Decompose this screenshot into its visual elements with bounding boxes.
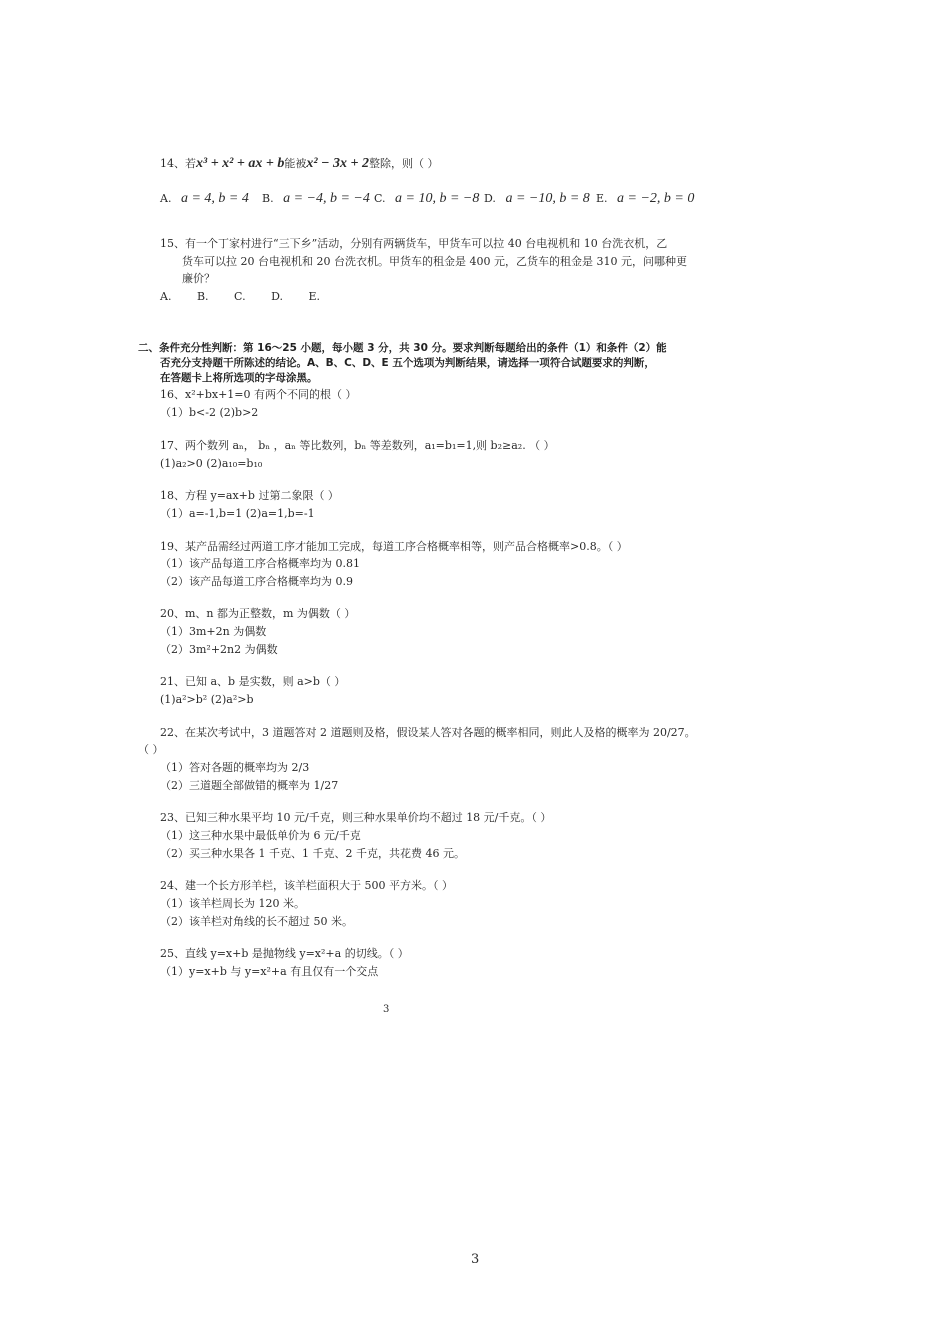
- q14-option-a: [160, 191, 249, 207]
- q14-option-b-letter: B.: [262, 192, 274, 205]
- q17-conditions: (1)a₂>0 (2)a₁₀=b₁₀: [160, 457, 263, 470]
- q24-condition-1: （1）该羊栏周长为 120 米。: [160, 897, 305, 910]
- q14-poly1: x³ + x² + ax + b: [196, 156, 285, 171]
- q15-option-c: C.: [234, 290, 246, 303]
- q14-option-b-expr: a = −4, b = −4: [283, 191, 370, 206]
- q20-condition-2: （2）3m²+2n2 为偶数: [160, 643, 278, 656]
- q20-stem: 20、m、n 都为正整数，m 为偶数（ ）: [160, 607, 356, 620]
- q14-option-c: [374, 191, 479, 207]
- q24-condition-2: （2）该羊栏对角线的长不超过 50 米。: [160, 915, 353, 928]
- q19-condition-2: （2）该产品每道工序合格概率均为 0.9: [160, 575, 353, 588]
- inner-page-number: 3: [383, 1004, 390, 1015]
- q15-line-1: 15、有一个丁家村进行“三下乡”活动，分别有两辆货车，甲货车可以拉 40 台电视机和 10 台洗衣机，乙: [160, 237, 668, 250]
- q22-stem-continued: （ ）: [138, 743, 164, 756]
- q21-stem: 21、已知 a、b 是实数，则 a>b（ ）: [160, 675, 346, 688]
- q14-option-d-letter: D.: [484, 192, 496, 205]
- q19-condition-1: （1）该产品每道工序合格概率均为 0.81: [160, 557, 360, 570]
- q20-condition-1: （1）3m+2n 为偶数: [160, 625, 267, 638]
- q14-poly2: x² − 3x + 2: [306, 156, 369, 171]
- q25-condition-1: （1）y=x+b 与 y=x²+a 有且仅有一个交点: [160, 965, 379, 978]
- q15-option-b: B.: [196, 290, 209, 303]
- question-14-stem: [160, 157, 439, 171]
- section-2-instructions: [138, 341, 708, 386]
- q14-prefix: 14、若: [160, 157, 196, 170]
- q22-condition-1: （1）答对各题的概率均为 2/3: [160, 761, 310, 774]
- q23-condition-2: （2）买三种水果各 1 千克、1 千克、2 千克，共花费 46 元。: [160, 847, 465, 860]
- section-2-line-2: 否充分支持题干所陈述的结论。A、B、C、D、E 五个选项为判断结果，请选择一项符合试题要求的判断，: [160, 357, 655, 369]
- q14-mid: 能被: [284, 157, 307, 170]
- q19-stem: 19、某产品需经过两道工序才能加工完成，每道工序合格概率相等，则产品合格概率>0.8。（ ）: [160, 540, 628, 553]
- section-2-line-1: 二、条件充分性判断：第 16～25 小题，每小题 3 分，共 30 分。要求判断每题给出的条件（1）和条件（2）能: [138, 342, 667, 354]
- q14-option-d-expr: a = −10, b = 8: [505, 191, 590, 206]
- q15-options: [160, 290, 320, 303]
- q14-option-e-expr: a = −2, b = 0: [617, 191, 695, 206]
- q22-condition-2: （2）三道题全部做错的概率为 1/27: [160, 779, 339, 792]
- q14-option-c-expr: a = 10, b = −8: [395, 191, 480, 206]
- page-number: 3: [471, 1252, 480, 1267]
- q14-option-e-letter: E.: [596, 192, 608, 205]
- q15-line-2: 货车可以拉 20 台电视机和 20 台洗衣机。甲货车的租金是 400 元，乙货车的租金是 310 元，问哪种更: [182, 255, 687, 268]
- q23-stem: 23、已知三种水果平均 10 元/千克，则三种水果单价均不超过 18 元/千克。（ ）: [160, 811, 552, 824]
- q14-option-a-expr: a = 4, b = 4: [180, 191, 249, 206]
- q14-option-c-letter: C.: [374, 192, 386, 205]
- q18-conditions: （1）a=-1,b=1 (2)a=1,b=-1: [160, 507, 315, 520]
- q14-option-e: [596, 191, 694, 207]
- q18-stem: 18、方程 y=ax+b 过第二象限（ ）: [160, 489, 339, 502]
- q16-stem: 16、x²+bx+1=0 有两个不同的根（ ）: [160, 388, 357, 401]
- q16-conditions: （1）b<-2 (2)b>2: [160, 406, 259, 419]
- q14-option-a-letter: A.: [160, 192, 172, 205]
- q15-option-a: A.: [160, 290, 172, 303]
- q14-option-b: [262, 191, 370, 207]
- q22-stem: 22、在某次考试中，3 道题答对 2 道题则及格，假设某人答对各题的概率相同，则此人及格的概率为 20/27。: [160, 726, 696, 739]
- q17-stem: 17、两个数列 aₙ， bₙ ，aₙ 等比数列，bₙ 等差数列，a₁=b₁=1,则 b₂≥a₂. （ ）: [160, 439, 555, 452]
- q25-stem: 25、直线 y=x+b 是抛物线 y=x²+a 的切线。（ ）: [160, 947, 409, 960]
- q14-option-d: [484, 191, 590, 207]
- q15-line-3: 廉价？: [182, 272, 215, 285]
- q21-conditions: (1)a²>b² (2)a²>b: [160, 693, 254, 706]
- section-2-line-3: 在答题卡上将所选项的字母涂黑。: [160, 372, 318, 384]
- q15-option-e: E.: [308, 290, 321, 303]
- q23-condition-1: （1）这三种水果中最低单价为 6 元/千克: [160, 829, 361, 842]
- q14-suffix: 整除，则（ ）: [369, 157, 439, 170]
- q24-stem: 24、建一个长方形羊栏，该羊栏面积大于 500 平方米。（ ）: [160, 879, 453, 892]
- q15-option-d: D.: [271, 290, 284, 303]
